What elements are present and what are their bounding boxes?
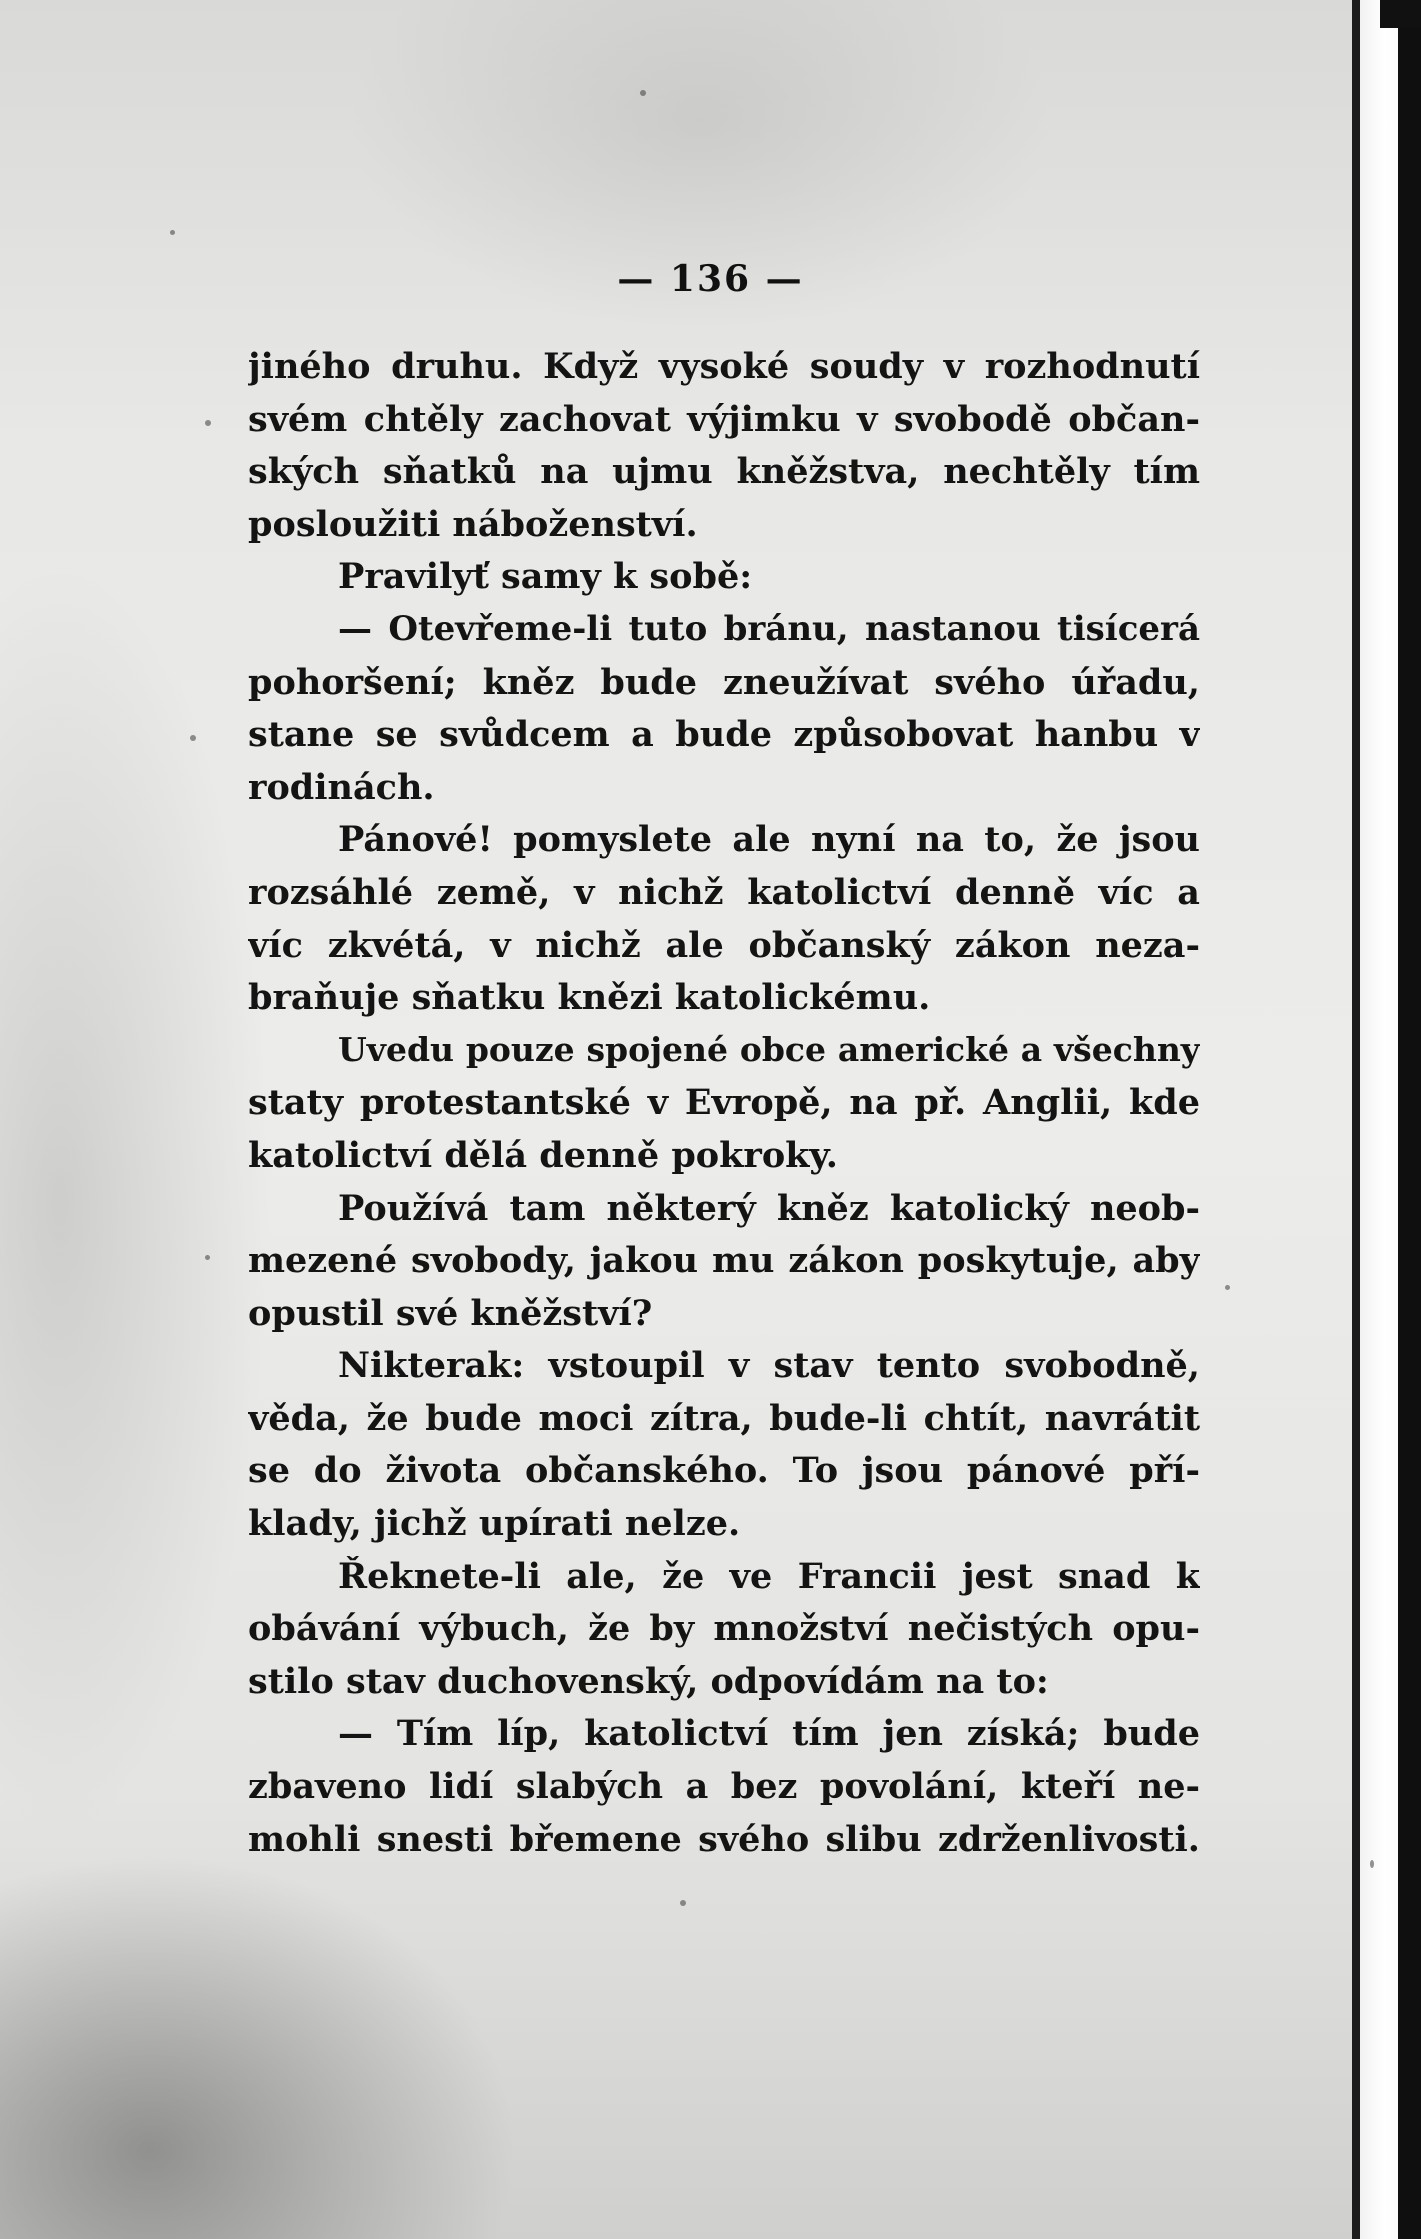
text-line: stane se svůdcem a bude způsobovat hanbu v: [248, 714, 1200, 756]
page-number: — 136 —: [617, 258, 804, 300]
text-line: ských sňatků na ujmu kněžstva, nechtěly tím: [248, 451, 1200, 493]
text-line: se do života občanského. To jsou pánové pří-: [248, 1450, 1200, 1492]
text-line: svém chtěly zachovat výjimku v svobodě občan-: [248, 398, 1200, 440]
body-text: [248, 346, 1200, 1871]
dust-speck: [190, 735, 196, 741]
text-line: — Tím líp, katolictví tím jen získá; bude: [338, 1713, 1200, 1755]
text-line: víc zkvétá, v nichž ale občanský zákon neza-: [248, 924, 1200, 966]
scan-border: [1398, 0, 1421, 2239]
text-line: jiného druhu. Když vysoké soudy v rozhodnutí: [248, 346, 1200, 387]
text-line: klady, jichž upírati nelze.: [248, 1503, 741, 1545]
dust-speck: [640, 90, 646, 96]
dust-speck: [170, 230, 175, 235]
dust-speck: [1370, 1860, 1374, 1868]
text-line: katolictví dělá denně pokroky.: [248, 1134, 838, 1176]
text-line: staty protestantské v Evropě, na př. Anglii, kde: [248, 1082, 1200, 1124]
text-line: — Otevřeme-li tuto bránu, nastanou tisícerá: [338, 608, 1200, 649]
text-line: rozsáhlé země, v nichž katolictví denně víc a: [248, 871, 1200, 913]
dust-speck: [205, 1255, 210, 1260]
text-line: rodinách.: [248, 766, 435, 808]
text-line: Uvedu pouze spojené obce americké a všechny: [338, 1029, 1200, 1069]
page-edge-shadow: [1352, 0, 1360, 2239]
text-line: obávání výbuch, že by množství nečistých opu-: [248, 1608, 1200, 1650]
text-line: Nikterak: vstoupil v stav tento svobodně,: [338, 1345, 1200, 1387]
text-line: věda, že bude moci zítra, bude-li chtít, navrátit: [248, 1397, 1200, 1439]
dust-speck: [680, 1900, 686, 1906]
text-line: Řeknete-li ale, že ve Francii jest snad k: [338, 1555, 1200, 1597]
text-line: Pravilyť samy k sobě:: [338, 556, 753, 598]
text-line: posloužiti náboženství.: [248, 503, 698, 545]
text-line: Pánové! pomyslete ale nyní na to, že jsou: [338, 819, 1200, 861]
dust-speck: [1225, 1285, 1230, 1290]
text-line: mohli snesti břemene svého slibu zdrženlivosti.: [248, 1818, 1200, 1860]
dust-speck: [205, 420, 211, 426]
text-line: opustil své kněžství?: [248, 1292, 653, 1334]
text-line: braňuje sňatku knězi katolickému.: [248, 977, 931, 1019]
text-line: stilo stav duchovenský, odpovídám na to:: [248, 1660, 1049, 1702]
text-line: zbaveno lidí slabých a bez povolání, kteří ne-: [248, 1766, 1200, 1808]
text-line: Používá tam některý kněz katolický neob-: [338, 1187, 1200, 1229]
text-line: mezené svobody, jakou mu zákon poskytuje, aby: [248, 1240, 1200, 1282]
scan-border-top: [1380, 0, 1421, 28]
text-line: pohoršení; kněz bude zneužívat svého úřadu,: [248, 661, 1200, 703]
